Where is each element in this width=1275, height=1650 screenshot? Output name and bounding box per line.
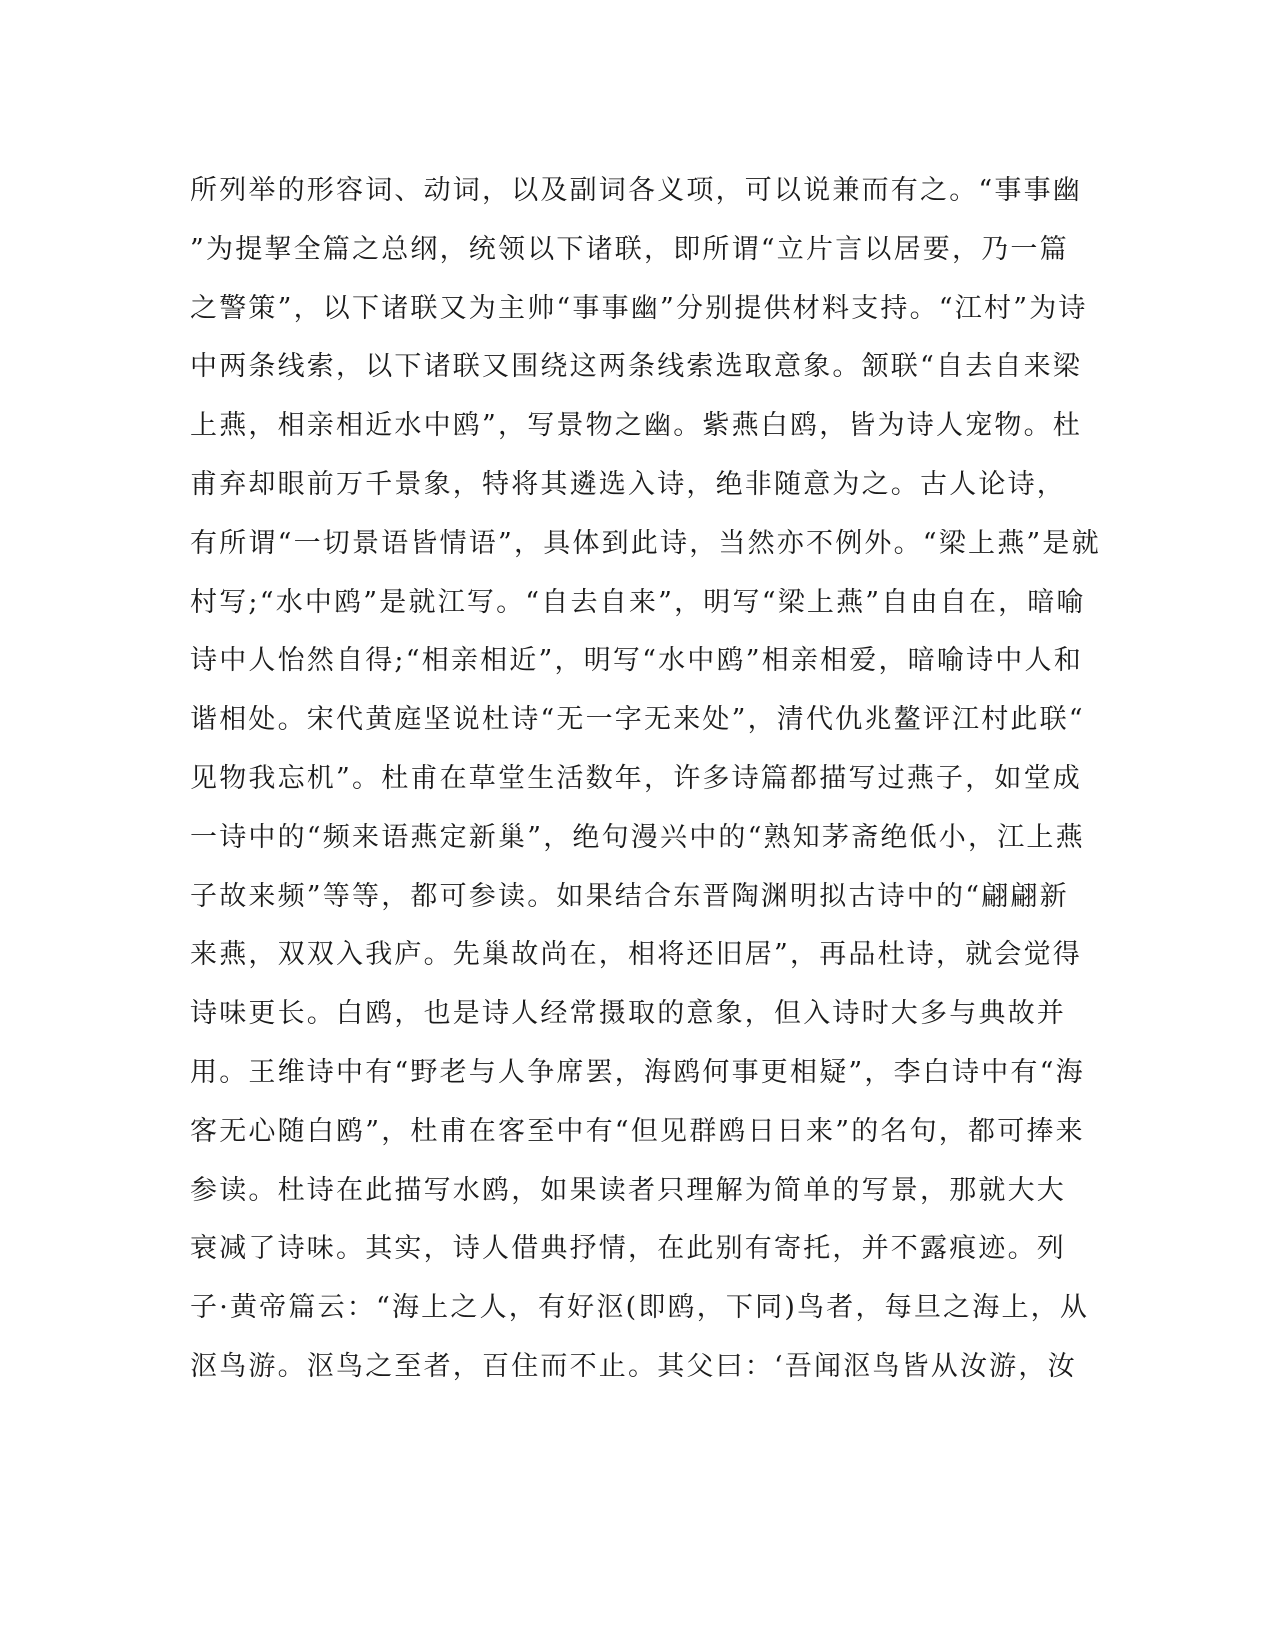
text-line: 见物我忘机”。杜甫在草堂生活数年，许多诗篇都描写过燕子，如堂成 (190, 762, 1083, 794)
text-line: 参读。杜诗在此描写水鸥，如果读者只理解为简单的写景，那就大大 (190, 1174, 1066, 1206)
text-line: 中两条线索，以下诸联又围绕这两条线索选取意象。颔联“自去自来梁 (190, 351, 1083, 383)
text-line: 子故来频”等等，都可参读。如果结合东晋陶渊明拟古诗中的“翩翩新 (190, 880, 1069, 912)
text-line: 诗味更长。白鸥，也是诗人经常摄取的意象，但入诗时大多与典故并 (190, 998, 1066, 1030)
text-line: 所列举的形容词、动词，以及副词各义项，可以说兼而有之。“事事幽 (190, 175, 1083, 206)
text-line: 来燕，双双入我庐。先巢故尚在，相将还旧居”，再品杜诗，就会觉得 (190, 939, 1083, 971)
text-line: 一诗中的“频来语燕定新巢”，绝句漫兴中的“熟知茅斋绝低小，江上燕 (190, 821, 1085, 853)
text-line: 衰减了诗味。其实，诗人借典抒情，在此别有寄托，并不露痕迹。列 (190, 1233, 1066, 1265)
text-line: 上燕，相亲相近水中鸥”，写景物之幽。紫燕白鸥，皆为诗人宠物。杜 (190, 410, 1083, 442)
text-line: ”为提挈全篇之总纲，统领以下诸联，即所谓“立片言以居要，乃一篇 (190, 233, 1069, 265)
text-line: 客无心随白鸥”，杜甫在客至中有“但见群鸥日日来”的名句，都可捧来 (190, 1115, 1085, 1147)
text-line: 子·黄帝篇云：“海上之人，有好沤(即鸥，下同)鸟者，每旦之海上，从 (190, 1292, 1090, 1324)
text-line: 诗中人怡然自得;“相亲相近”，明写“水中鸥”相亲相爱，暗喻诗中人和 (190, 645, 1083, 677)
text-line: 之警策”，以下诸联又为主帅“事事幽”分别提供材料支持。“江村”为诗 (190, 292, 1088, 324)
text-line: 沤鸟游。沤鸟之至者，百住而不止。其父曰：‘吾闻沤鸟皆从汝游，汝 (190, 1350, 1077, 1382)
text-line: 甫弃却眼前万千景象，特将其遴选入诗，绝非随意为之。古人论诗， (190, 468, 1066, 500)
text-line: 有所谓“一切景语皆情语”，具体到此诗，当然亦不例外。“梁上燕”是就 (190, 527, 1101, 559)
text-line: 用。王维诗中有“野老与人争席罢，海鸥何事更相疑”，李白诗中有“海 (190, 1056, 1085, 1088)
text-line: 村写;“水中鸥”是就江写。“自去自来”，明写“梁上燕”自由自在，暗喻 (190, 586, 1086, 618)
text-line: 谐相处。宋代黄庭坚说杜诗“无一字无来处”，清代仇兆鳌评江村此联“ (190, 704, 1085, 736)
body-text (190, 162, 1101, 1397)
